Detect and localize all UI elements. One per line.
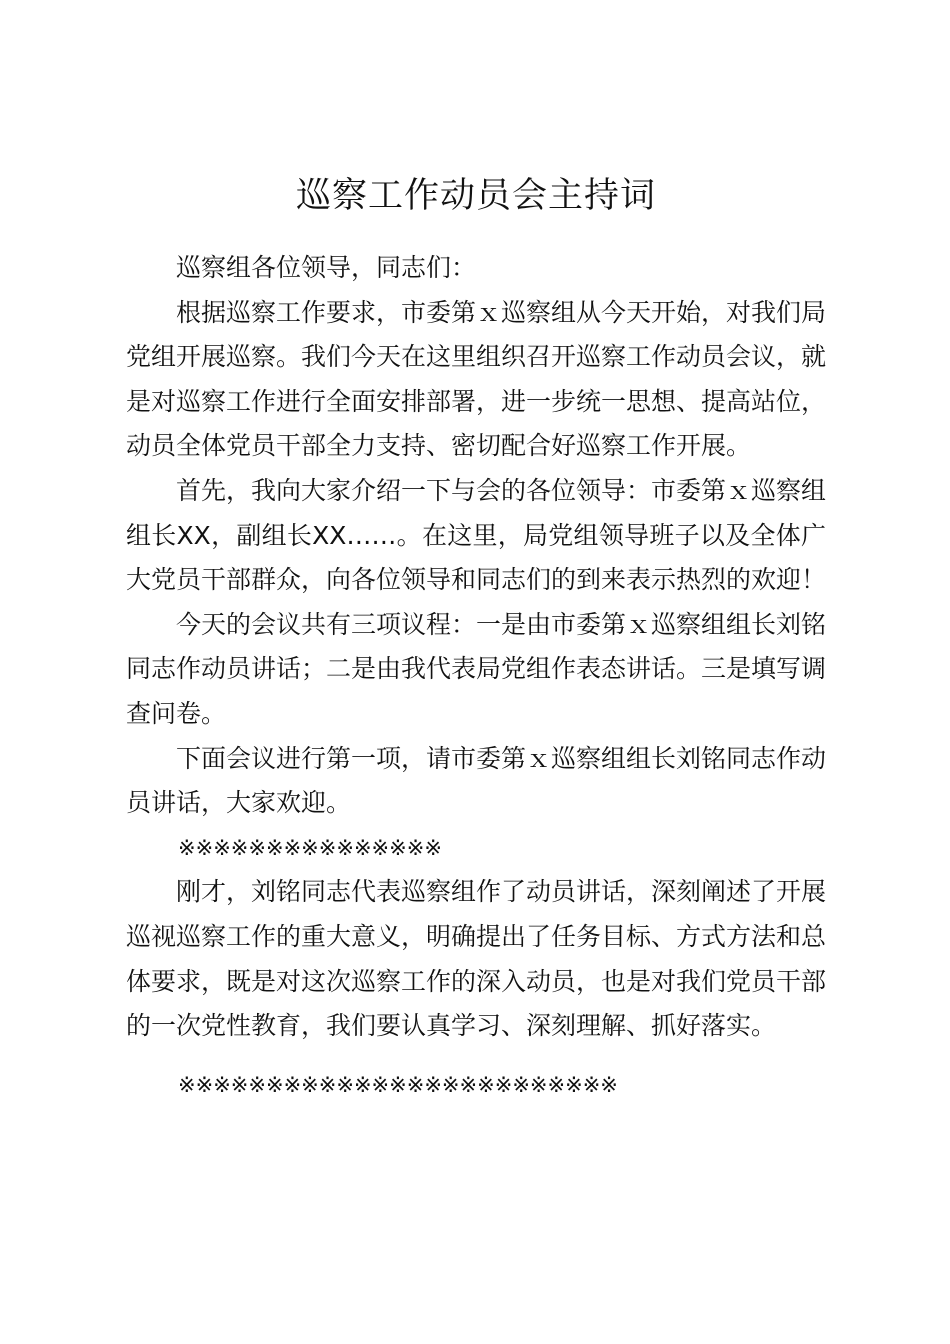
document-page	[126, 172, 826, 1107]
paragraph-introduction: 首先，我向大家介绍一下与会的各位领导：市委第ｘ巡察组组长XX，副组长XX……。在这里，局党组领导班子以及全体广大党员干部群众，向各位领导和同志们的到来表示热烈的欢迎！	[126, 475, 827, 595]
separator-short: ※※※※※※※※※※※※※※※	[178, 835, 442, 860]
paragraph-opening: 根据巡察工作要求，市委第ｘ巡察组从今天开始，对我们局党组开展巡察。我们今天在这里组织召开巡察工作动员会议，就是对巡察工作进行全面安排部署，进一步统一思想、提高站位，动员全体党员干部全力支持、密切配合好巡察工作开展。	[126, 297, 827, 461]
document-title: 巡察工作动员会主持词	[295, 176, 656, 216]
separator-long: ※※※※※※※※※※※※※※※※※※※※※※※※※	[178, 1072, 618, 1097]
paragraph-first-item: 下面会议进行第一项，请市委第ｘ巡察组组长刘铭同志作动员讲话，大家欢迎。	[126, 743, 827, 818]
paragraph-summary: 刚才，刘铭同志代表巡察组作了动员讲话，深刻阐述了开展巡视巡察工作的重大意义，明确提出了任务目标、方式方法和总体要求，既是对这次巡察工作的深入动员，也是对我们党员干部的一次党性教育，我们要认真学习、深刻理解、抓好落实。	[126, 877, 827, 1041]
paragraph-agenda: 今天的会议共有三项议程：一是由市委第ｘ巡察组组长刘铭同志作动员讲话；二是由我代表局党组作表态讲话。三是填写调查问卷。	[126, 609, 827, 728]
greeting: 巡察组各位领导，同志们：	[176, 253, 477, 282]
